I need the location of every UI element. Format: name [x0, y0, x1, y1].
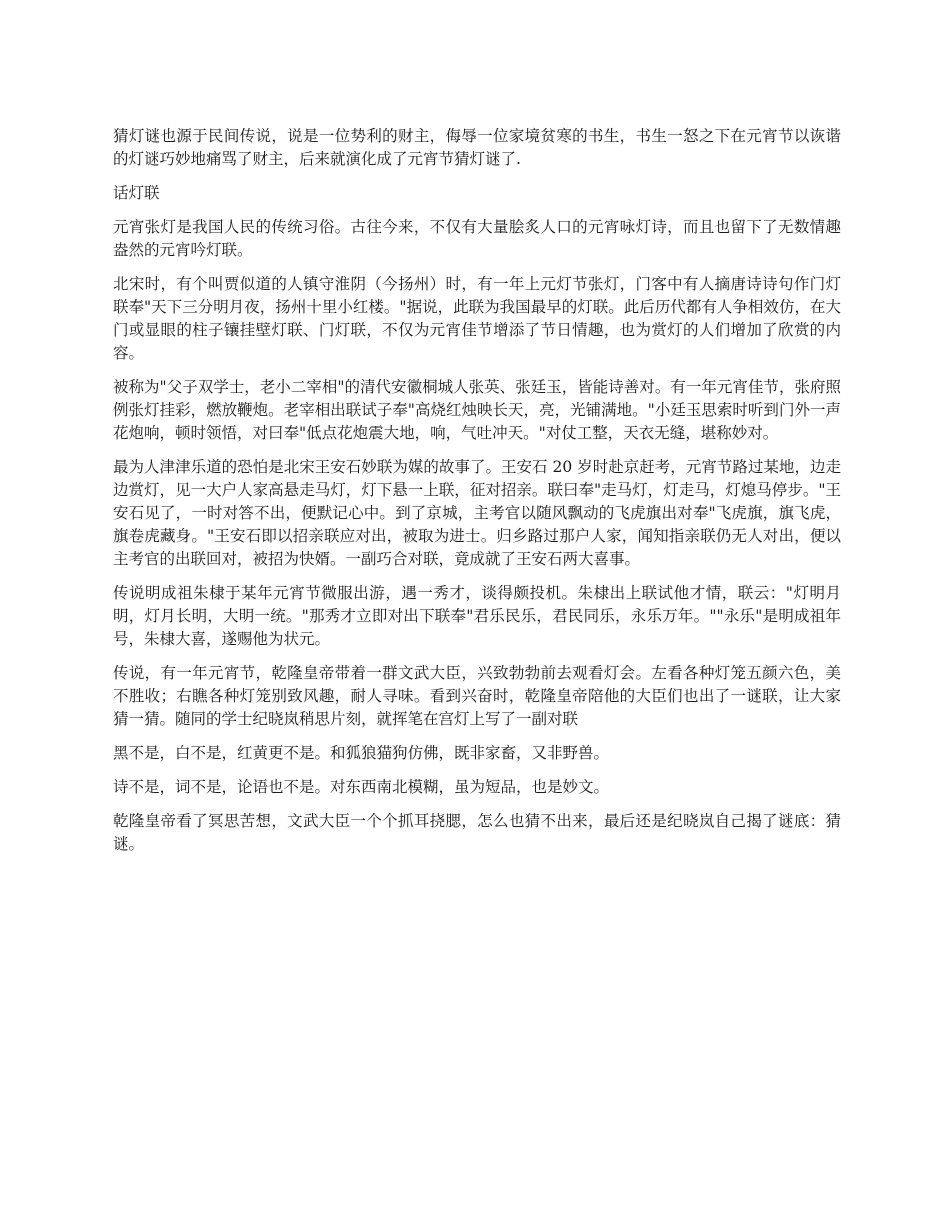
- paragraph: 北宋时，有个叫贾似道的人镇守淮阴（今扬州）时，有一年上元灯节张灯，门客中有人摘唐诗诗句作门灯联奉"天下三分明月夜，扬州十里小红楼。"据说，此联为我国最早的灯联。此后历代都有人争相效仿，在大门或显眼的柱子镶挂壁灯联、门灯联，不仅为元宵佳节增添了节日情趣，也为赏灯的人们增加了欣赏的内容。: [113, 275, 841, 362]
- paragraph-conclusion: 乾隆皇帝看了冥思苦想，文武大臣一个个抓耳挠腮，怎么也猜不出来，最后还是纪晓岚自己揭了谜底：猜谜。: [113, 812, 841, 853]
- paragraph: 传说，有一年元宵节，乾隆皇帝带着一群文武大臣，兴致勃勃前去观看灯会。左看各种灯笼五颜六色，美不胜收；右瞧各种灯笼别致风趣，耐人寻味。看到兴奋时，乾隆皇帝陪他的大臣们也出了一谜联，让大家猜一猜。随同的学士纪晓岚稍思片刻，就挥笔在宫灯上写了一副对联: [113, 664, 841, 728]
- paragraph: 最为人津津乐道的恐怕是北宋王安石妙联为媒的故事了。王安石 20 岁时赴京赶考，元宵节路过某地，边走边赏灯，见一大户人家高悬走马灯，灯下悬一上联，征对招亲。联曰奉"走马灯，灯走马，灯熄马停步。"王安石见了，一时对答不出，便默记心中。到了京城，主考官以随风飘动的飞虎旗出对奉"飞虎旗，旗飞虎，旗卷虎藏身。"王安石即以招亲联应对出，被取为进士。归乡路过那户人家，闻知指亲联仍无人对出，便以主考官的出联回对，被招为快婿。一副巧合对联，竟成就了王安石两大喜事。: [113, 458, 841, 568]
- document-body: [113, 125, 841, 867]
- paragraph-intro: 猜灯谜也源于民间传说，说是一位势利的财主，侮辱一位家境贫寒的书生，书生一怒之下在元宵节以诙谐的灯谜巧妙地痛骂了财主，后来就演化成了元宵节猜灯谜了.: [113, 127, 841, 168]
- section-heading: 话灯联: [113, 184, 160, 202]
- paragraph: 被称为"父子双学士，老小二宰相"的清代安徽桐城人张英、张廷玉，皆能诗善对。有一年元宵佳节，张府照例张灯挂彩，燃放鞭炮。老宰相出联试子奉"高烧红烛映长天，亮，光铺满地。"小廷玉思索时听到门外一声花炮响，顿时领悟，对曰奉"低点花炮震大地，响，气吐冲天。"对仗工整，天衣无缝，堪称妙对。: [113, 378, 841, 442]
- couplet-line: 诗不是，词不是，论语也不是。对东西南北模糊，虽为短品，也是妙文。: [113, 778, 610, 796]
- couplet-line: 黑不是，白不是，红黄更不是。和狐狼猫狗仿佛，既非家畜，又非野兽。: [113, 744, 610, 762]
- paragraph: 传说明成祖朱棣于某年元宵节微服出游，遇一秀才，谈得颇投机。朱棣出上联试他才情，联云："灯明月明，灯月长明，大明一统。"那秀才立即对出下联奉"君乐民乐，君民同乐，永乐万年。""永乐"是明成祖年号，朱棣大喜，遂赐他为状元。: [113, 584, 841, 648]
- paragraph: 元宵张灯是我国人民的传统习俗。古往今来，不仅有大量脍炙人口的元宵咏灯诗，而且也留下了无数情趣盎然的元宵吟灯联。: [113, 218, 841, 259]
